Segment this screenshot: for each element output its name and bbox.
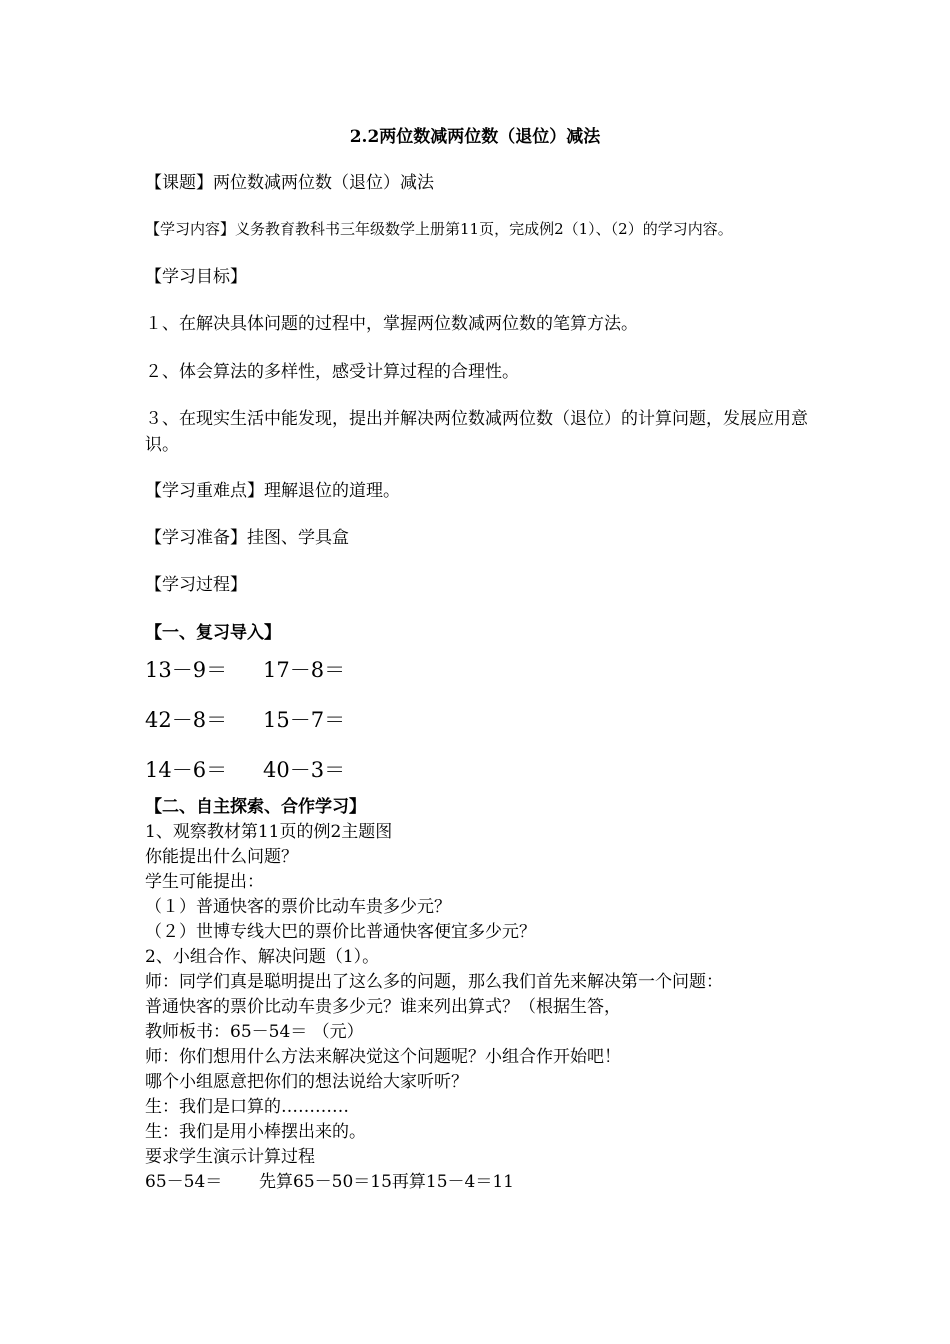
part2-line: 生：我们是用小棒摆出来的。 [145, 1122, 366, 1142]
final-calculation-left: 65－54＝ [145, 1172, 223, 1192]
part2-line: （２）世博专线大巴的票价比普通快客便宜多少元？ [145, 922, 536, 942]
review-equation: 15－7＝ [263, 708, 346, 732]
review-equation: 13－9＝ [145, 658, 228, 682]
part2-line: 师：你们想用什么方法来解决觉这个问题呢？小组合作开始吧！ [145, 1047, 621, 1067]
part2-line: 教师板书：65－54＝ （元） [145, 1022, 364, 1042]
review-equation: 40－3＝ [263, 758, 346, 782]
part2-line: （１）普通快客的票价比动车贵多少元？ [145, 897, 451, 917]
part2-line: 2、小组合作、解决问题（1）。 [145, 947, 380, 967]
part1-heading: 【一、复习导入】 [145, 623, 281, 643]
part2-line: 师：同学们真是聪明提出了这么多的问题，那么我们首先来解决第一个问题： [145, 972, 723, 992]
part2-heading: 【二、自主探索、合作学习】 [145, 797, 366, 817]
content-line: 【学习内容】义务教育教科书三年级数学上册第11页，完成例2（1）、（2）的学习内容。 [145, 220, 733, 238]
review-equation: 14－6＝ [145, 758, 228, 782]
preparation-line: 【学习准备】挂图、学具盒 [145, 528, 349, 548]
review-equation-row [145, 710, 345, 731]
part2-line: 你能提出什么问题？ [145, 847, 298, 867]
part2-line: 生：我们是口算的………… [145, 1097, 349, 1117]
part2-line: 学生可能提出： [145, 872, 264, 892]
document-title: 2.2两位数减两位数（退位）减法 [349, 127, 601, 147]
goal-item-1: １、在解决具体问题的过程中，掌握两位数减两位数的笔算方法。 [145, 314, 638, 334]
review-equation: 17－8＝ [263, 658, 346, 682]
part2-line: 要求学生演示计算过程 [145, 1147, 315, 1167]
review-equation-row [145, 660, 345, 681]
part2-line: 哪个小组愿意把你们的想法说给大家听听？ [145, 1072, 468, 1092]
key-points-line: 【学习重难点】理解退位的道理。 [145, 481, 400, 501]
review-equation: 42－8＝ [145, 708, 228, 732]
final-calculation-right: 先算65－50＝15再算15－4＝11 [259, 1172, 514, 1192]
goal-item-3: ３、在现实生活中能发现，提出并解决两位数减两位数（退位）的计算问题，发展应用意识。 [145, 409, 808, 455]
review-equation-row [145, 760, 345, 781]
goal-item-2: ２、体会算法的多样性，感受计算过程的合理性。 [145, 362, 519, 382]
part2-line: 1、观察教材第11页的例2主题图 [145, 822, 393, 842]
topic-line: 【课题】两位数减两位数（退位）减法 [145, 173, 434, 193]
goals-heading: 【学习目标】 [145, 267, 247, 287]
process-heading: 【学习过程】 [145, 575, 247, 595]
part2-line: 普通快客的票价比动车贵多少元？谁来列出算式？（根据生答， [145, 997, 621, 1017]
